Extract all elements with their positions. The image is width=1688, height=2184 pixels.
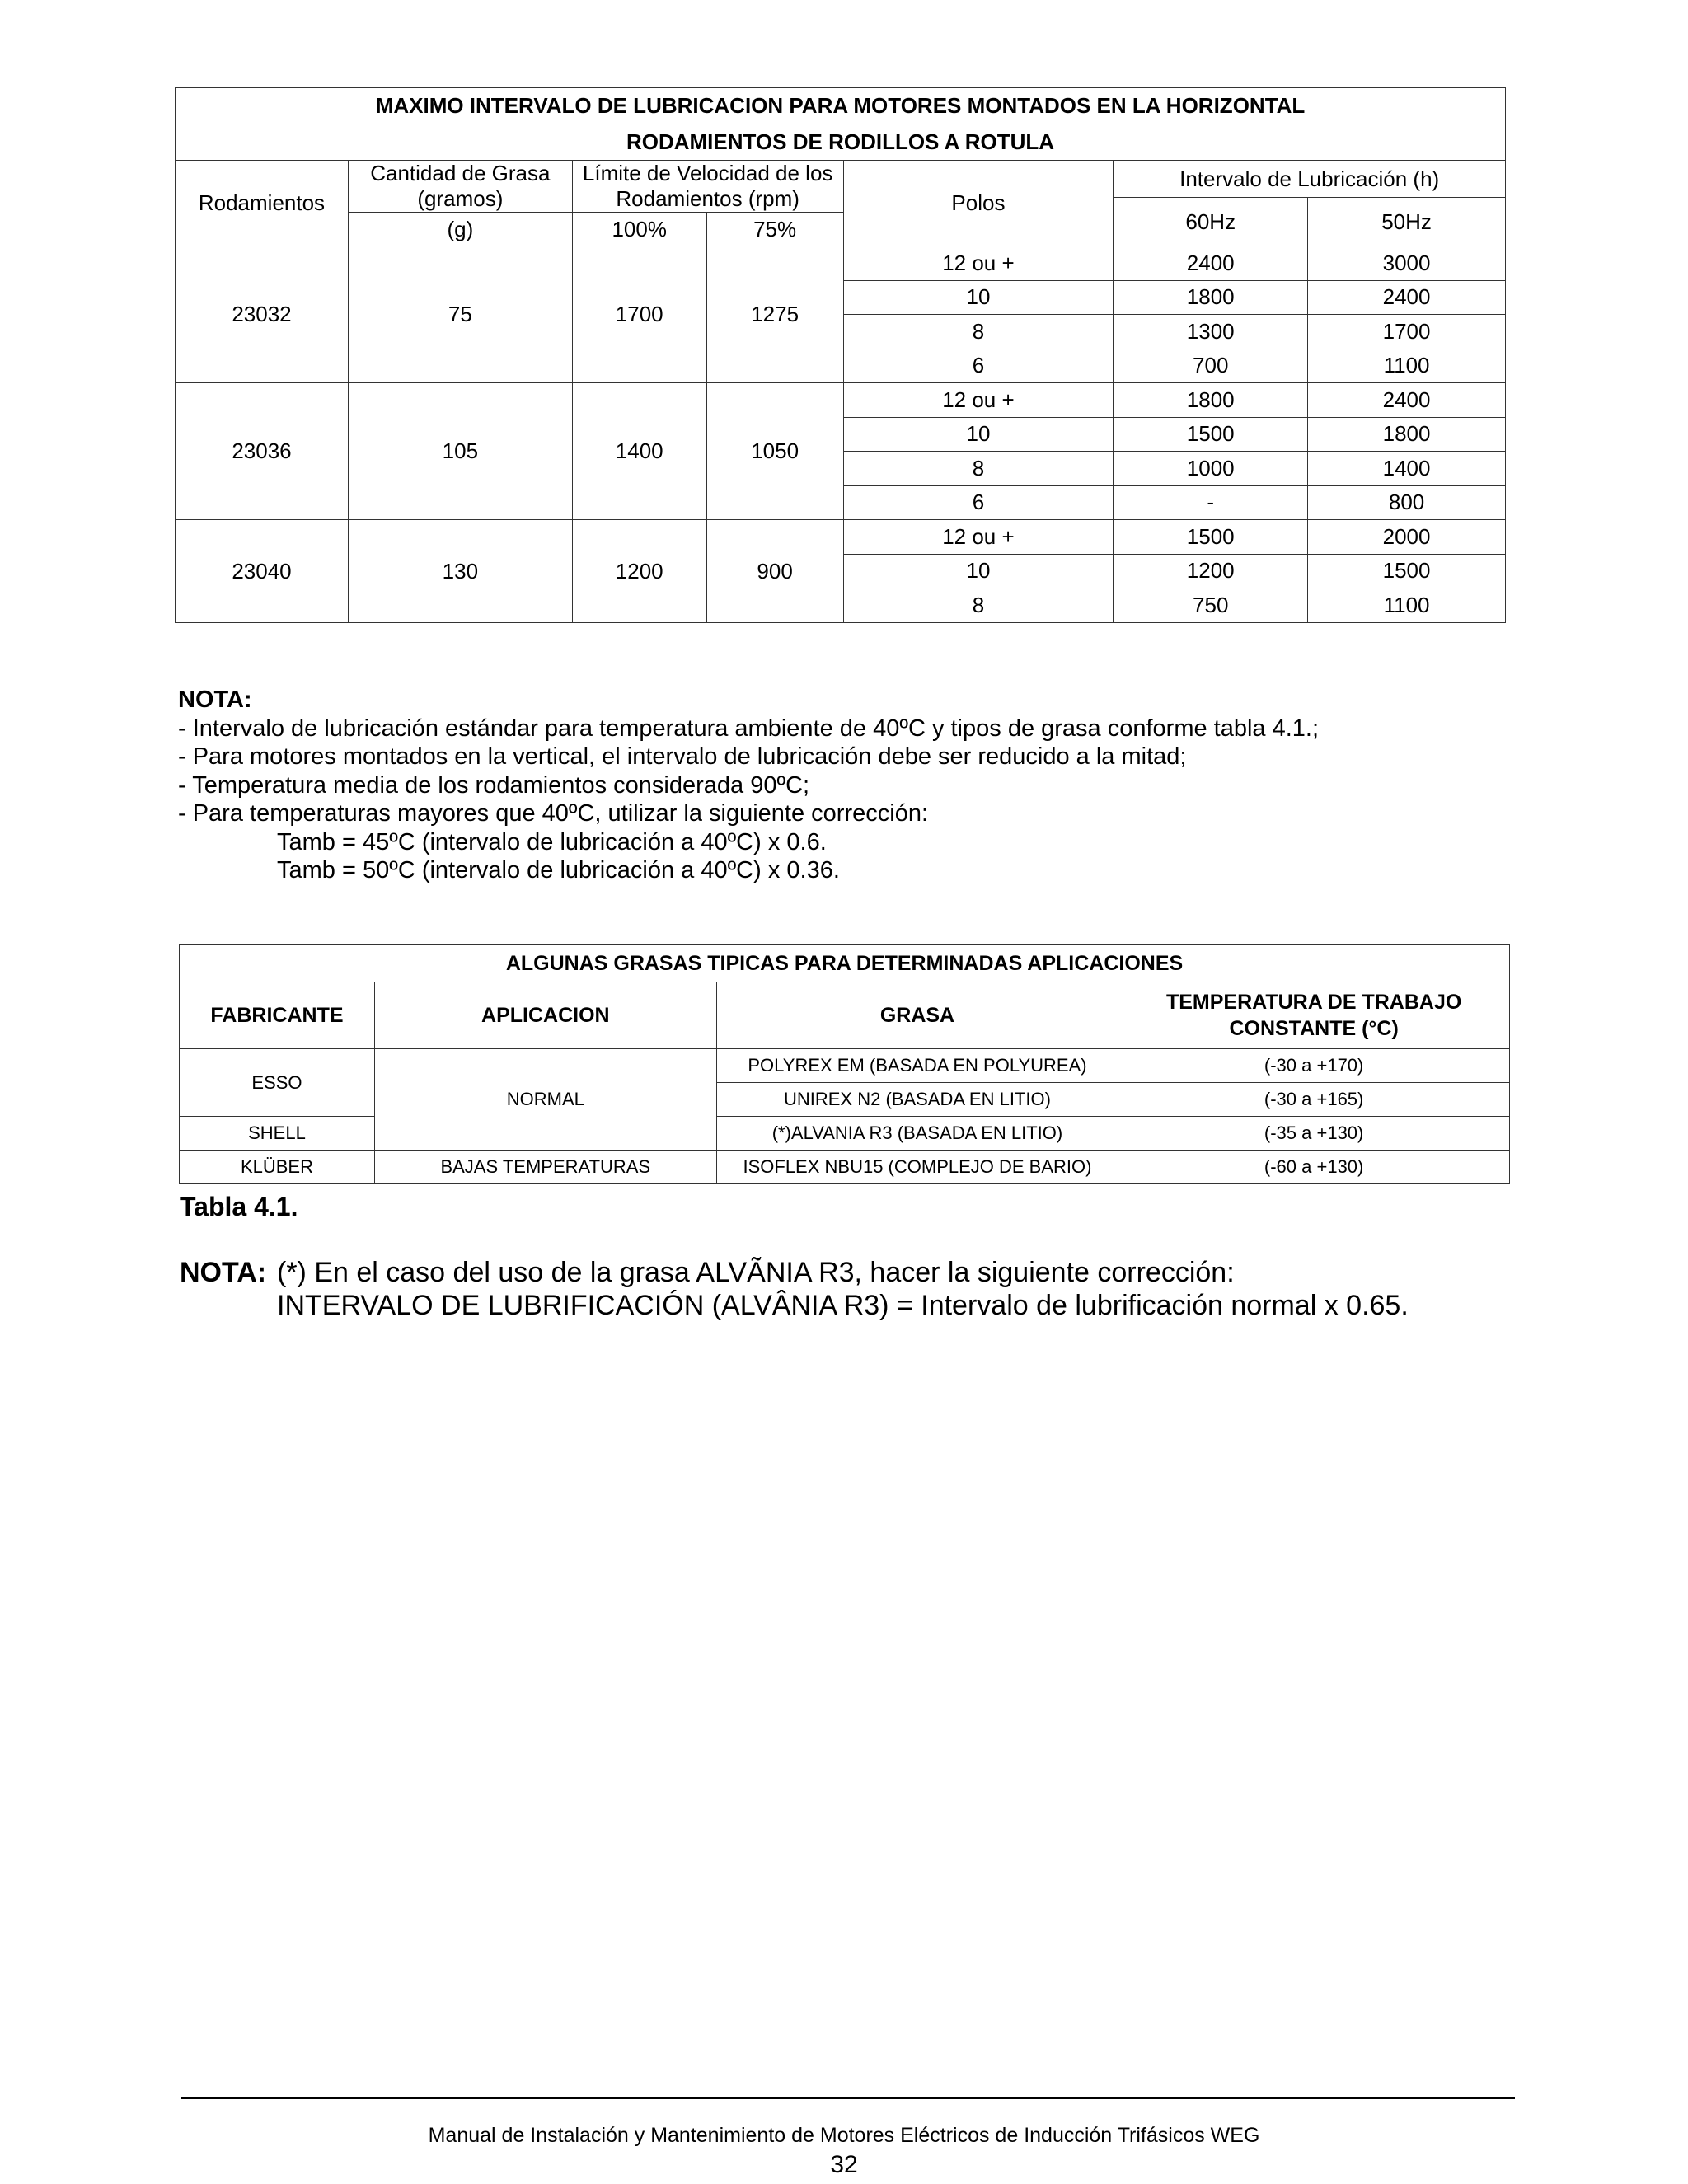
header-60hz: 60Hz [1114,198,1308,246]
poles-cell: 8 [843,315,1114,349]
hz60-cell: 1500 [1114,417,1308,452]
hz50-cell: 2400 [1308,383,1506,418]
note-line-indented: Tamb = 50ºC (intervalo de lubricación a 40ºC) x 0.36. [277,857,840,883]
footer-text: Manual de Instalación y Mantenimiento de Motores Eléctricos de Inducción Trifásicos WEG [428,2124,1260,2147]
hz50-cell: 1400 [1308,452,1506,486]
poles-cell: 8 [843,588,1114,623]
header-g: (g) [348,213,572,246]
note-label: NOTA: [180,1257,267,1288]
note-line: - Para temperaturas mayores que 40ºC, utilizar la siguiente corrección: [178,800,929,827]
hz50-cell: 1800 [1308,417,1506,452]
hz60-cell: 1300 [1114,315,1308,349]
grease-applications-table [179,944,1510,1184]
alvania-note [180,1256,1409,1322]
poles-cell: 12 ou + [843,520,1114,555]
manufacturer-cell: ESSO [180,1049,375,1117]
table-row [180,1049,1510,1083]
header-temperatura: TEMPERATURA DE TRABAJO CONSTANTE (°C) [1118,982,1510,1049]
manufacturer-cell: KLÜBER [180,1151,375,1184]
rpm75-cell: 900 [706,520,843,623]
hz50-cell: 800 [1308,485,1506,520]
hz50-cell: 3000 [1308,246,1506,281]
temp-cell: (-60 a +130) [1118,1151,1510,1184]
table-title: ALGUNAS GRASAS TIPICAS PARA DETERMINADAS APLICACIONES [180,945,1510,982]
note-line: (*) En el caso del uso de la grasa ALVÃNIA R3, hacer la siguiente corrección: [277,1257,1235,1288]
header-polos: Polos [843,161,1114,246]
grease-cell: 130 [348,520,572,623]
hz60-cell: 1200 [1114,554,1308,588]
hz60-cell: 1800 [1114,383,1308,418]
bearing-cell: 23036 [176,383,349,520]
header-cantidad: Cantidad de Grasa (gramos) [348,161,572,213]
grease-cell: POLYREX EM (BASADA EN POLYUREA) [716,1049,1118,1083]
note-line: INTERVALO DE LUBRIFICACIÓN (ALVÂNIA R3) = Intervalo de lubrificación normal x 0.65. [277,1290,1409,1321]
hz60-cell: 1000 [1114,452,1308,486]
hz60-cell: - [1114,485,1308,520]
temp-cell: (-30 a +165) [1118,1083,1510,1117]
hz60-cell: 2400 [1114,246,1308,281]
hz50-cell: 1100 [1308,588,1506,623]
hz50-cell: 2000 [1308,520,1506,555]
note-line: - Temperatura media de los rodamientos considerada 90ºC; [178,771,810,799]
note-line: - Intervalo de lubricación estándar para temperatura ambiente de 40ºC y tipos de grasa conforme tabla 4.1.; [178,715,1320,742]
rpm100-cell: 1700 [572,246,706,383]
page-number: 32 [830,2151,858,2178]
footer-divider [181,2097,1515,2099]
table-row [180,1151,1510,1184]
grease-cell: ISOFLEX NBU15 (COMPLEJO DE BARIO) [716,1151,1118,1184]
header-50hz: 50Hz [1308,198,1506,246]
table-title: MAXIMO INTERVALO DE LUBRICACION PARA MOTORES MONTADOS EN LA HORIZONTAL [176,88,1506,124]
table-subtitle: RODAMIENTOS DE RODILLOS A ROTULA [176,124,1506,161]
temp-cell: (-35 a +130) [1118,1117,1510,1151]
grease-cell: (*)ALVANIA R3 (BASADA EN LITIO) [716,1117,1118,1151]
header-fabricante: FABRICANTE [180,982,375,1049]
hz60-cell: 750 [1114,588,1308,623]
poles-cell: 12 ou + [843,246,1114,281]
poles-cell: 6 [843,485,1114,520]
bearing-cell: 23040 [176,520,349,623]
application-cell: BAJAS TEMPERATURAS [374,1151,716,1184]
hz60-cell: 1500 [1114,520,1308,555]
notes-section [178,686,1319,885]
header-rodamientos: Rodamientos [176,161,349,246]
hz60-cell: 700 [1114,349,1308,383]
hz50-cell: 2400 [1308,280,1506,315]
rpm75-cell: 1050 [706,383,843,520]
poles-cell: 12 ou + [843,383,1114,418]
notes-heading: NOTA: [178,687,252,713]
poles-cell: 6 [843,349,1114,383]
header-intervalo: Intervalo de Lubricación (h) [1114,161,1506,198]
table-caption: Tabla 4.1. [180,1192,298,1221]
lubrication-interval-table [175,87,1506,623]
poles-cell: 10 [843,417,1114,452]
application-cell: NORMAL [374,1049,716,1151]
grease-cell: 75 [348,246,572,383]
poles-cell: 10 [843,554,1114,588]
hz50-cell: 1700 [1308,315,1506,349]
temp-cell: (-30 a +170) [1118,1049,1510,1083]
table-row [176,383,1506,418]
hz60-cell: 1800 [1114,280,1308,315]
note-line: - Para motores montados en la vertical, el intervalo de lubricación debe ser reducido a la mitad; [178,743,1187,770]
hz50-cell: 1100 [1308,349,1506,383]
manufacturer-cell: SHELL [180,1117,375,1151]
poles-cell: 8 [843,452,1114,486]
header-grasa: GRASA [716,982,1118,1049]
note-line-indented: Tamb = 45ºC (intervalo de lubricación a 40ºC) x 0.6. [277,828,827,855]
table-row [176,520,1506,555]
rpm100-cell: 1200 [572,520,706,623]
table-row [176,246,1506,281]
bearing-cell: 23032 [176,246,349,383]
grease-cell: 105 [348,383,572,520]
rpm75-cell: 1275 [706,246,843,383]
header-100: 100% [572,213,706,246]
header-75: 75% [706,213,843,246]
header-limite: Límite de Velocidad de los Rodamientos (rpm) [572,161,843,213]
grease-cell: UNIREX N2 (BASADA EN LITIO) [716,1083,1118,1117]
header-aplicacion: APLICACION [374,982,716,1049]
poles-cell: 10 [843,280,1114,315]
rpm100-cell: 1400 [572,383,706,520]
hz50-cell: 1500 [1308,554,1506,588]
